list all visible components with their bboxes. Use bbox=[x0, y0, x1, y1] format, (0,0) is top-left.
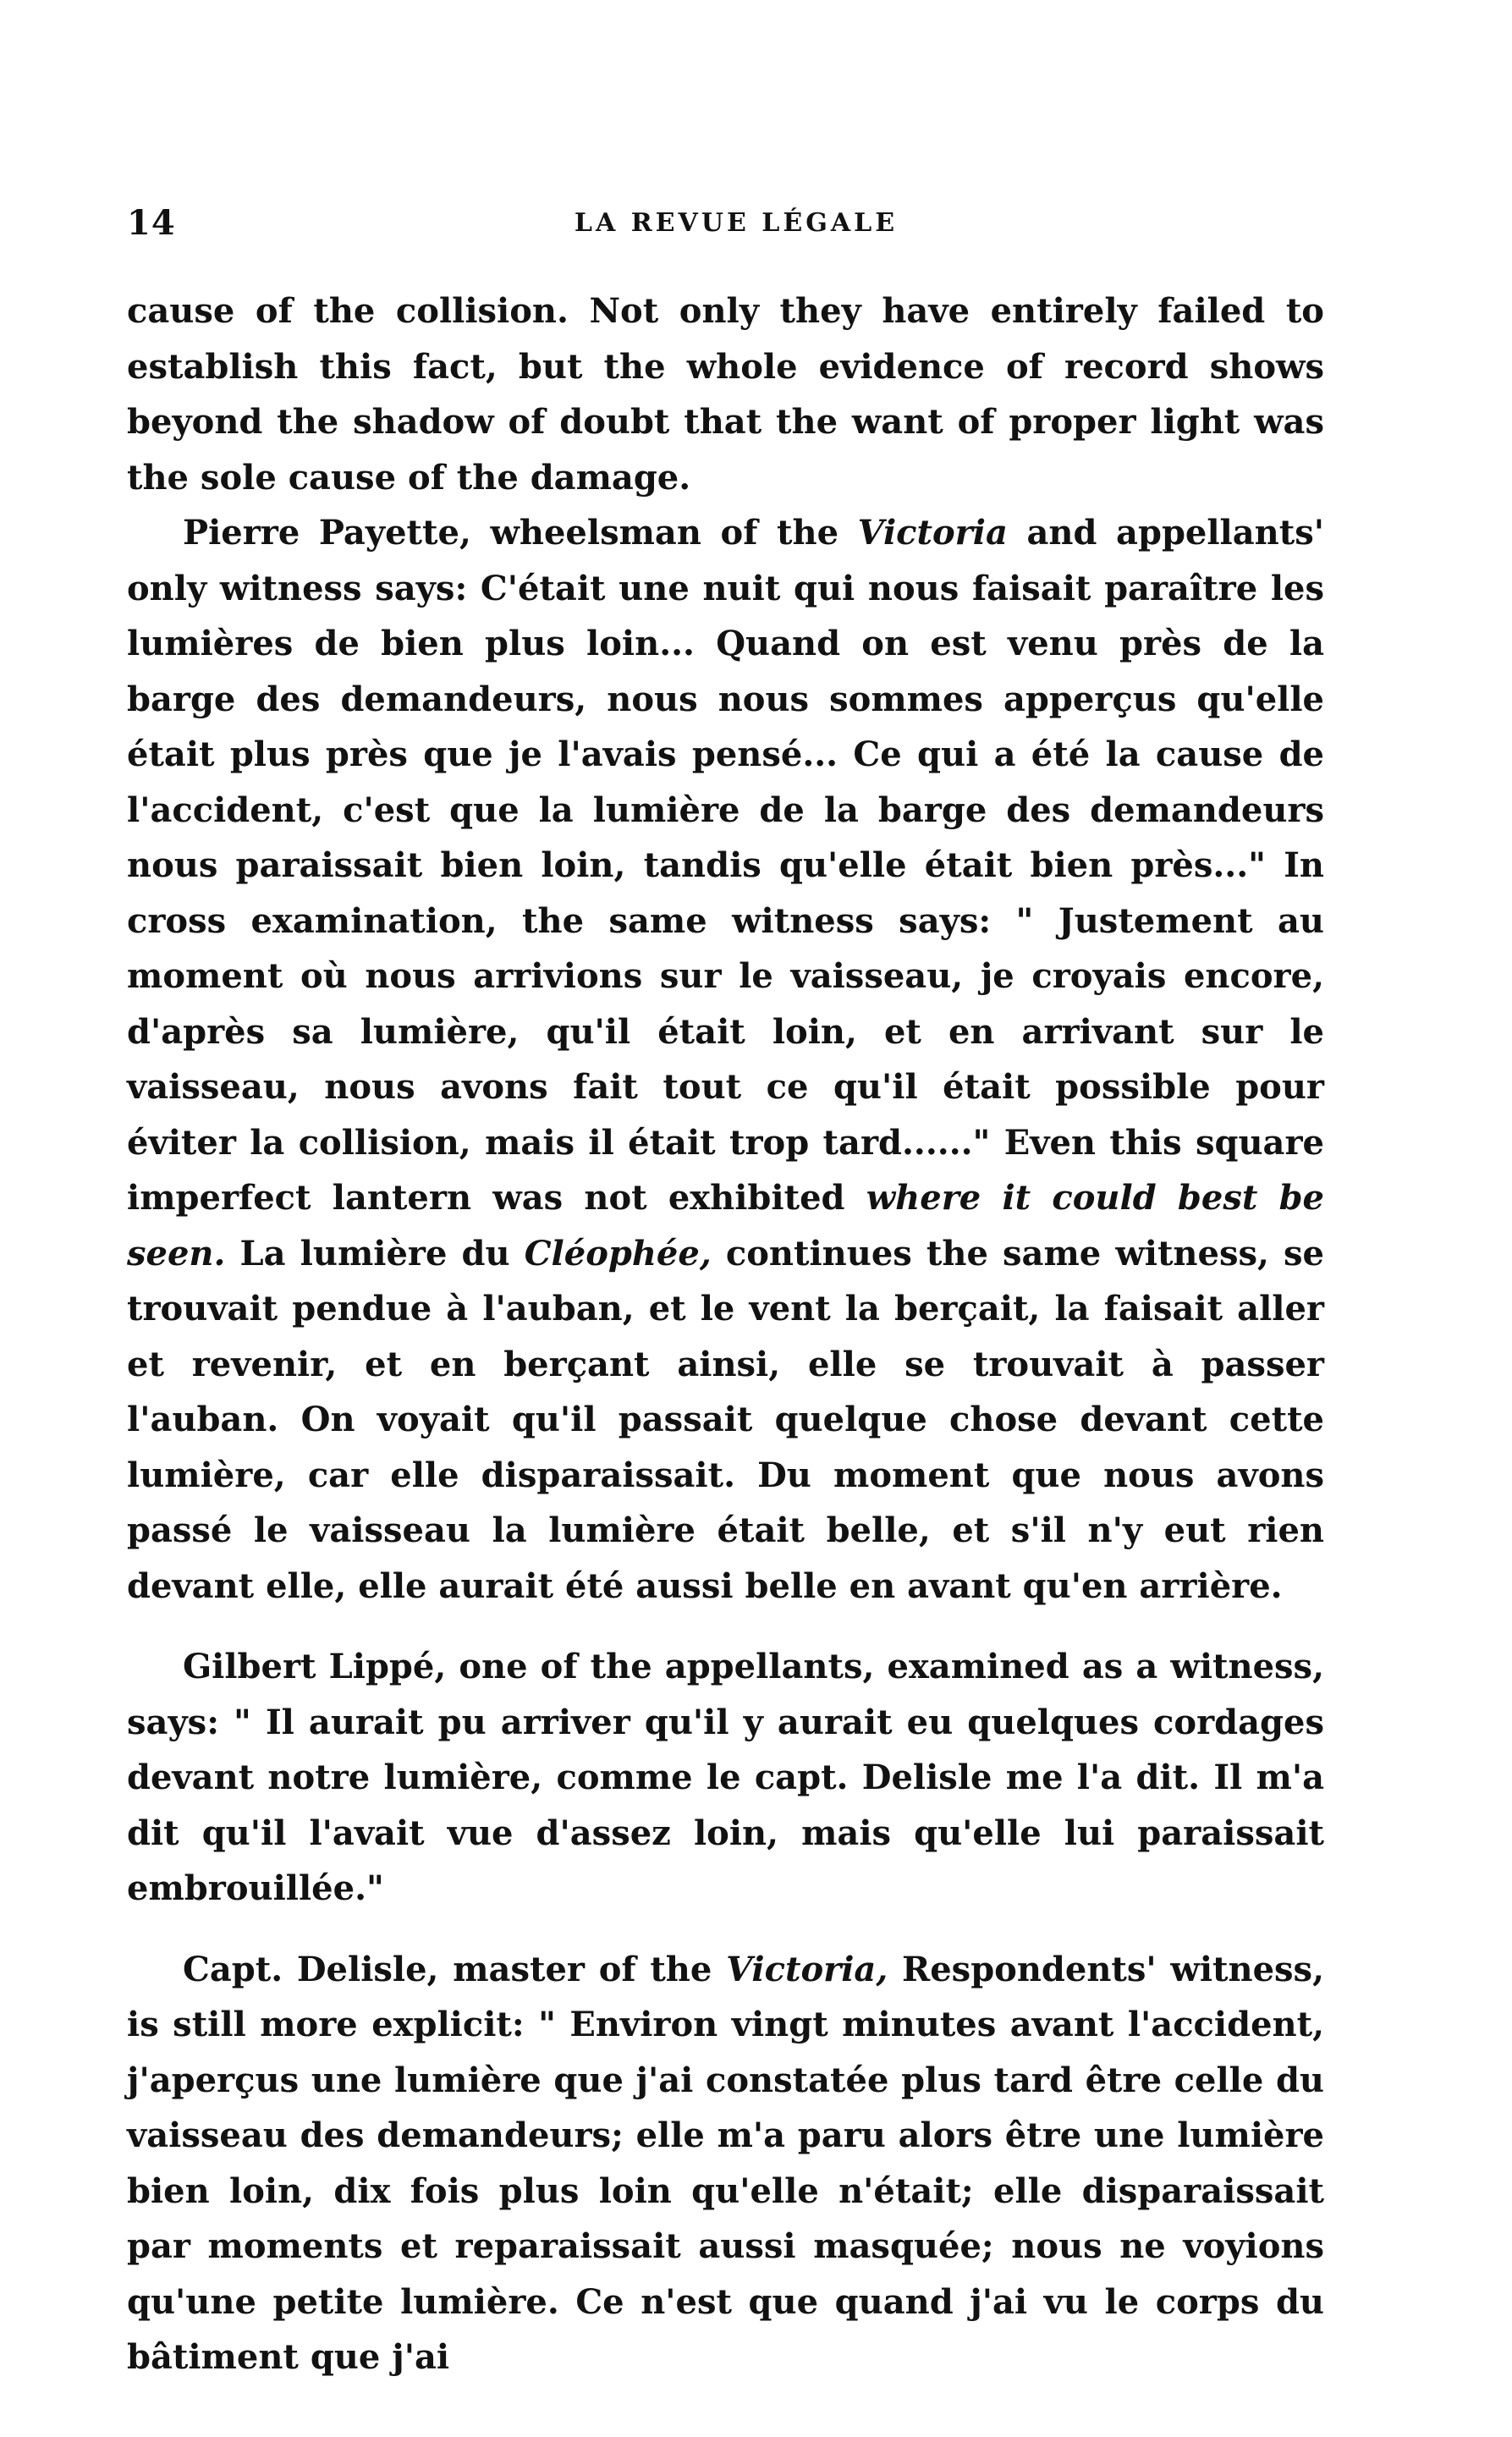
paragraph-2 bbox=[127, 505, 1324, 1614]
ship-name-cleophee: Cléophée, bbox=[524, 1233, 712, 1274]
italic-phrase-best-seen: where it could best be seen. bbox=[127, 1178, 1324, 1274]
paragraph-3: Gilbert Lippé, one of the appellants, examined as a witness, says: " Il aurait pu arriver qu'il y aurait eu quelques cordages devant notre lumière, comme le capt. Delisle me l'a dit. Il m'a dit qu'il l'avait vue d'assez loin, mais qu'elle lui paraissait embrouillée." bbox=[127, 1647, 1324, 1908]
paragraph-1: cause of the collision. Not only they have entirely failed to establish this fact, but the whole evidence of record shows beyond the shadow of doubt that the want of proper light was the sole cause of the damage. bbox=[127, 291, 1324, 498]
ship-name-victoria: Victoria bbox=[857, 513, 1008, 553]
paragraph-4-text-a: Capt. Delisle, master of the bbox=[183, 1949, 727, 1989]
paragraph-2-text-d: continues the same witness, se trouvait pendue à l'auban, et le vent la berçait, la faisait aller et revenir, et en berçant ainsi, elle se trouvait à passer l'auban. On voyait qu'il passait quelque chose devant cette lumière, car elle disparaissait. Du moment que nous avons passé le vaisseau la lumière était belle, et s'il n'y eut rien devant elle, elle aurait été aussi belle en avant qu'en arrière. bbox=[127, 1233, 1324, 1606]
body-text bbox=[127, 283, 1324, 2385]
page-number: 14 bbox=[127, 203, 176, 243]
paragraph-2-text-b: and appellants' only witness says: C'était une nuit qui nous faisait paraître les lumières de bien plus loin... Quand on est venu près de la barge des demandeurs, nous nous sommes apperçus qu'elle était plus près que je l'avais pensé... Ce qui a été la cause de l'accident, c'est que la lumière de la barge des demandeurs nous paraissait bien loin, tandis qu'elle était bien près..." In cross examination, the same witness says: " Justement au moment où nous arrivions sur le vaisseau, je croyais encore, d'après sa lumière, qu'il était loin, et en arrivant sur le vaisseau, nous avons fait tout ce qu'il était possible pour éviter la collision, mais il était trop tard......" Even this square imperfect lantern was not exhibited bbox=[127, 513, 1324, 1218]
running-title: LA REVUE LÉGALE bbox=[574, 208, 899, 238]
paragraph-4 bbox=[127, 1942, 1324, 2385]
paragraph-4-text-b: Respondents' witness, is still more explicit: " Environ vingt minutes avant l'accident, j'aperçus une lumière que j'ai constatée plus tard être celle du vaisseau des demandeurs; elle m'a paru alors être une lumière bien loin, dix fois plus loin qu'elle n'était; elle disparaissait par moments et reparaissait aussi masquée; nous ne voyions qu'une petite lumière. Ce n'est que quand j'ai vu le corps du bâtiment que j'ai bbox=[127, 1949, 1325, 2377]
paragraph-2-text-c: La lumière du bbox=[225, 1233, 525, 1274]
ship-name-victoria-2: Victoria, bbox=[726, 1949, 888, 1989]
paragraph-2-text-a: Pierre Payette, wheelsman of the bbox=[183, 513, 858, 553]
page-header bbox=[127, 203, 1345, 254]
